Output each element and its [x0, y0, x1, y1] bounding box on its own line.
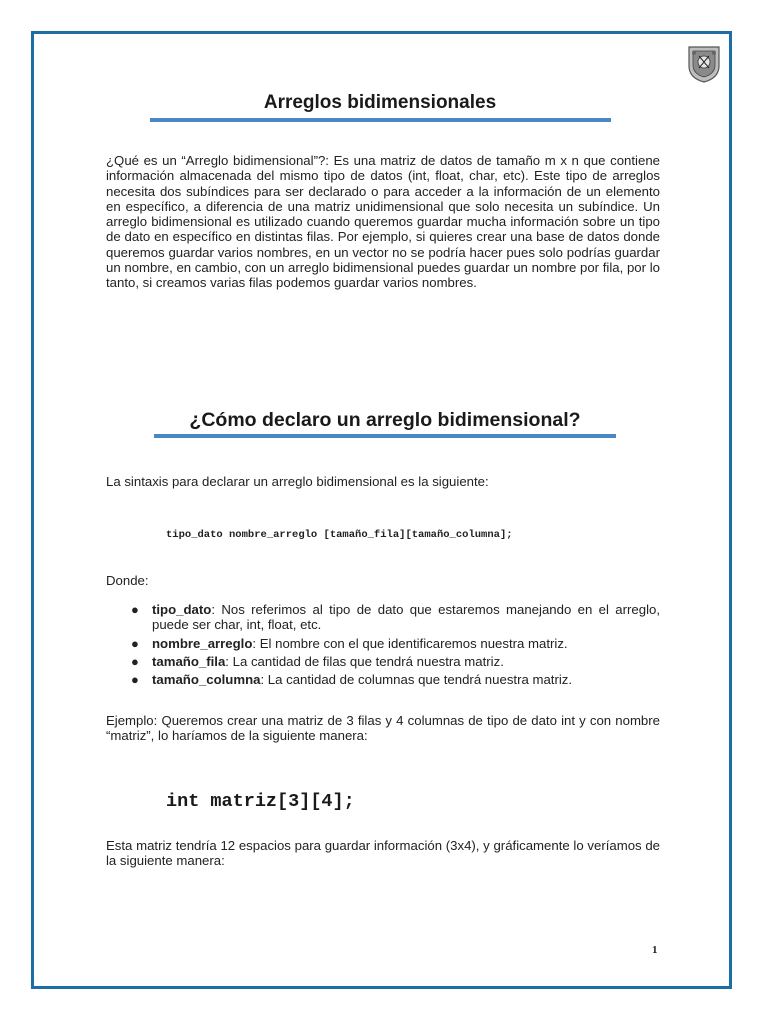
term: tamaño_fila	[152, 653, 226, 669]
term: tamaño_columna	[152, 672, 261, 688]
closing-paragraph: Esta matriz tendría 12 espacios para guardar información (3x4), y gráficamente lo veríamos de la siguiente manera:	[106, 838, 660, 869]
syntax-code: tipo_dato nombre_arreglo [tamaño_fila][tamaño_columna];	[166, 529, 513, 541]
term: nombre_arreglo	[152, 635, 253, 651]
title-underline	[150, 118, 611, 122]
section-underline	[154, 434, 616, 438]
term-desc: : La cantidad de columnas que tendrá nuestra matriz.	[260, 672, 573, 688]
bullet-icon: ●	[131, 602, 139, 617]
bullet-icon: ●	[131, 653, 139, 669]
term-desc: : La cantidad de filas que tendrá nuestra matriz.	[225, 653, 504, 669]
definition-list	[128, 602, 660, 690]
term-desc: : El nombre con el que identificaremos nuestra matriz.	[252, 635, 568, 651]
example-paragraph: Ejemplo: Queremos crear una matriz de 3 filas y 4 columnas de tipo de dato int y con nombre “matriz”, lo haríamos de la siguiente manera:	[106, 713, 660, 744]
section-heading: ¿Cómo declaro un arreglo bidimensional?	[189, 409, 581, 431]
list-item	[128, 636, 660, 651]
list-item	[128, 654, 660, 669]
term-desc: : Nos referimos al tipo de dato que estaremos manejando en el arreglo, puede ser char, int, float, etc.	[152, 602, 660, 633]
donde-label: Donde:	[106, 573, 149, 588]
intro-paragraph: ¿Qué es un “Arreglo bidimensional”?: Es una matriz de datos de tamaño m x n que contiene información almacenada del mismo tipo de datos (int, float, char, etc). Este tipo de arreglos necesita dos subíndices para ser declarado o para acceder a la información de un elemento en específico, a diferencia de una matriz unidimensional que solo necesita un subíndice. Un arreglo bidimensional es utilizado cuando queremos guardar mucha información sobre un tipo de dato en específico en distintas filas. Por ejemplo, si quieres crear una base de datos donde queremos guardar varios nombres, en un vector no se podría hacer pues solo podrías guardar un nombre, en cambio, con un arreglo bidimensional puedes guardar un nombre por fila, por lo tanto, si creamos varias filas podemos guardar varios nombres.	[106, 153, 660, 291]
list-item	[128, 672, 660, 687]
page-title: Arreglos bidimensionales	[263, 92, 497, 113]
list-item	[128, 602, 660, 633]
term: tipo_dato	[152, 602, 212, 617]
bullet-icon: ●	[131, 672, 139, 688]
page-number: 1	[652, 944, 658, 956]
syntax-intro: La sintaxis para declarar un arreglo bidimensional es la siguiente:	[106, 474, 489, 489]
university-seal-icon	[686, 44, 722, 84]
bullet-icon: ●	[131, 635, 139, 651]
example-code: int matriz[3][4];	[166, 791, 355, 812]
